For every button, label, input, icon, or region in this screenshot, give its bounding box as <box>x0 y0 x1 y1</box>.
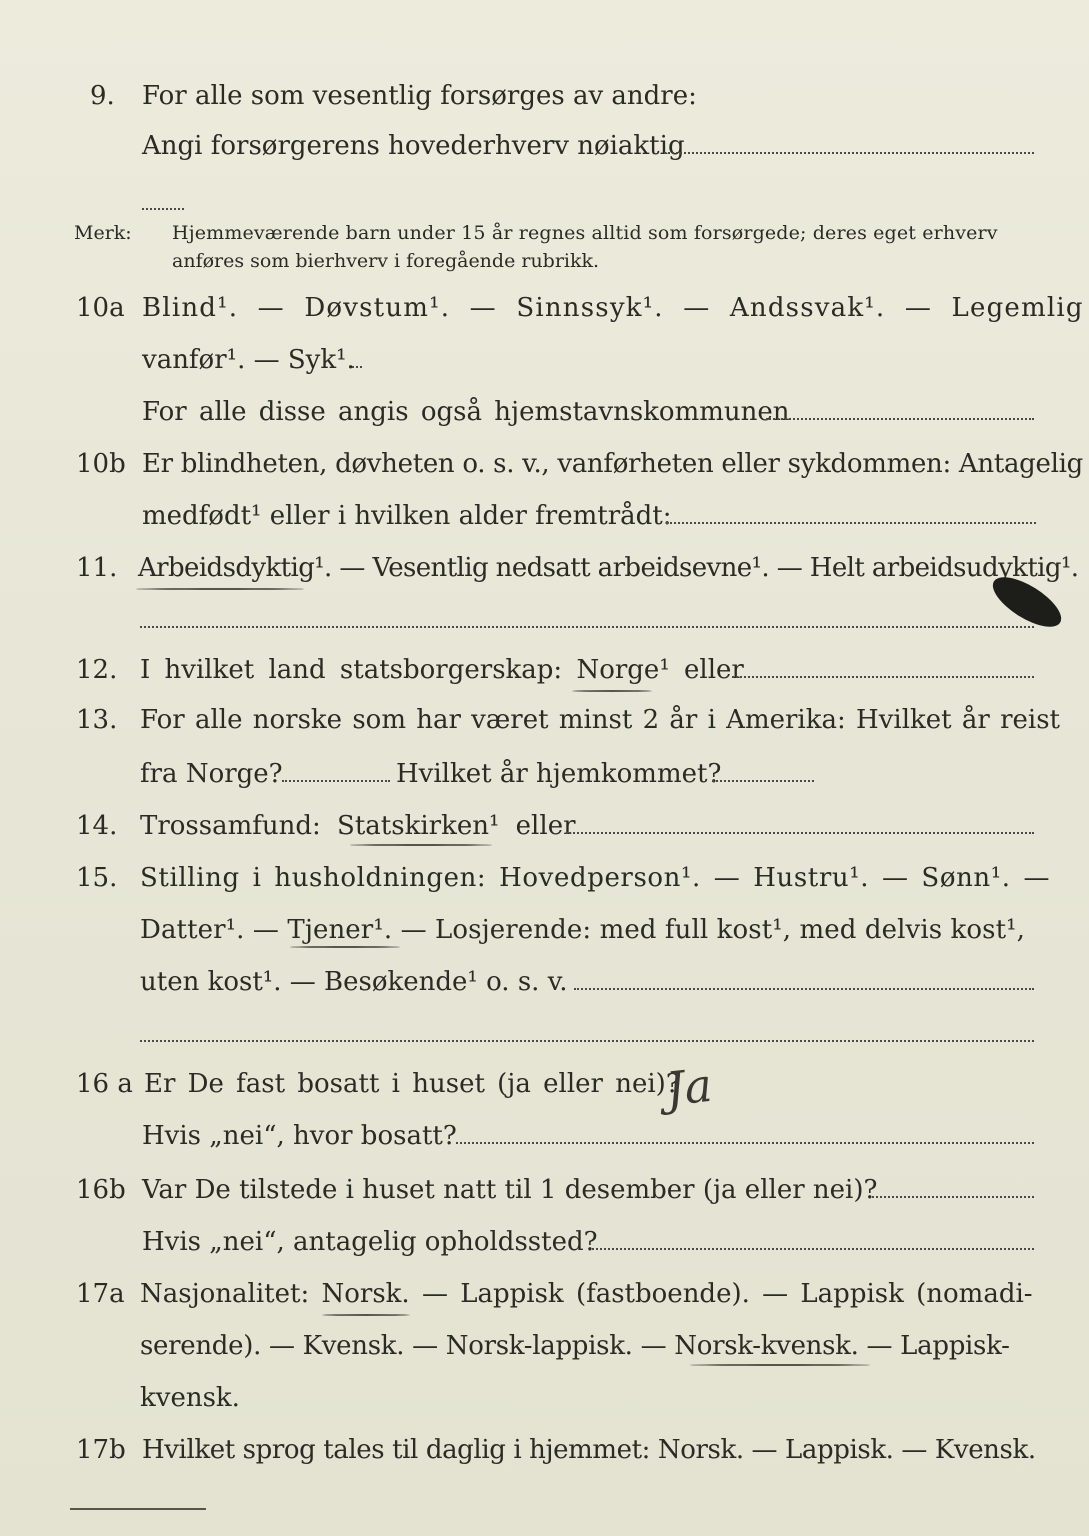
item-9 <box>0 76 1089 122</box>
item-text: For alle norske som har været minst 2 år i Amerika: Hvilket år reist <box>140 705 1060 735</box>
item-text: kvensk. <box>140 1383 240 1413</box>
item-number: 10a <box>76 293 125 323</box>
item-17a <box>0 1274 1089 1320</box>
item-16b-line2 <box>0 1222 1089 1268</box>
item-text: Datter¹. — Tjener¹. — Losjerende: med full kost¹, med delvis kost¹, <box>140 915 1026 945</box>
answer-field-dotted-line[interactable] <box>766 418 1034 420</box>
item-text: Er blindheten, døvheten o. s. v., vanførheten eller sykdommen: Antagelig <box>142 449 1083 479</box>
answer-field-dotted-line[interactable] <box>566 832 1034 834</box>
item-text: Angi forsørgerens hovederhverv nøiaktig <box>142 131 685 161</box>
item-15-line3 <box>0 962 1089 1008</box>
item-number: 15. <box>76 863 118 893</box>
item-10a-line3 <box>0 392 1089 438</box>
hand-underline-mark <box>350 844 492 846</box>
answer-field-dotted-line[interactable] <box>456 1142 1034 1144</box>
item-14 <box>0 806 1089 852</box>
answer-field-dotted-line[interactable] <box>666 522 1036 524</box>
item-text: Var De tilstede i huset natt til 1 desember (ja eller nei)? <box>142 1175 878 1205</box>
item-16a-line2 <box>0 1116 1089 1162</box>
item-text: Hvis „nei“, antagelig opholdssted? <box>142 1227 598 1257</box>
item-15-line2 <box>0 910 1089 956</box>
item-text: Arbeidsdyktig¹. — Vesentlig nedsatt arbeidsevne¹. — Helt arbeidsudyktig¹. <box>138 553 1079 583</box>
note-label: Merk: <box>74 222 132 244</box>
note-line2 <box>0 246 1089 292</box>
item-16b <box>0 1170 1089 1216</box>
item-text: uten kost¹. — Besøkende¹ o. s. v. <box>140 967 568 997</box>
item-text: Stilling i husholdningen: Hovedperson¹. — Hustru¹. — Sønn¹. — <box>140 863 1051 893</box>
item-number: 17b <box>76 1435 126 1465</box>
item-text: For alle som vesentlig forsørges av andre: <box>142 81 697 111</box>
item-10a-line2 <box>0 340 1089 386</box>
footnote-rule <box>70 1508 206 1510</box>
item-text: Trossamfund: Statskirken¹ eller <box>140 811 576 841</box>
hand-underline-mark <box>322 1314 410 1316</box>
item-number: 10b <box>76 449 126 479</box>
answer-field-dotted-line[interactable] <box>732 676 1034 678</box>
answer-field-dotted-line[interactable] <box>592 1248 1034 1250</box>
note-text: anføres som bierhverv i foregående rubrikk. <box>172 250 600 272</box>
item-text: fra Norge? <box>140 759 283 789</box>
item-12 <box>0 650 1089 696</box>
hand-underline-mark <box>690 1364 870 1366</box>
item-10b <box>0 444 1089 490</box>
answer-field-dotted-line[interactable] <box>574 988 1034 990</box>
item-11 <box>0 548 1089 594</box>
item-10a <box>0 288 1089 334</box>
item-10b-line2 <box>0 496 1089 542</box>
item-text: serende). — Kvensk. — Norsk-lappisk. — Norsk-kvensk. — Lappisk- <box>140 1331 1010 1361</box>
item-17a-line3 <box>0 1378 1089 1424</box>
item-text: I hvilket land statsborgerskap: Norge¹ eller <box>140 655 744 685</box>
item-text: Hvilket sprog tales til daglig i hjemmet: Norsk. — Lappisk. — Kvensk. <box>142 1435 1036 1465</box>
hand-underline-mark <box>290 946 400 948</box>
answer-field-dotted-line[interactable] <box>664 152 1034 154</box>
item-16a <box>0 1064 1089 1110</box>
hand-underline-mark <box>136 588 304 590</box>
hand-underline-mark <box>572 690 652 692</box>
handwritten-answer: Ja <box>663 1057 715 1117</box>
item-17b <box>0 1430 1089 1476</box>
answer-field-dotted-line[interactable] <box>282 780 390 782</box>
note-text: Hjemmeværende barn under 15 år regnes alltid som forsørgede; deres eget erhverv <box>172 222 998 244</box>
item-17a-line2 <box>0 1326 1089 1372</box>
item-number: 12. <box>76 655 118 685</box>
item-number: 13. <box>76 705 118 735</box>
item-number: 16 a <box>76 1069 133 1099</box>
item-text: medfødt¹ eller i hvilken alder fremtrådt: <box>142 501 672 531</box>
item-text: Hvilket år hjemkommet? <box>396 759 722 789</box>
item-15 <box>0 858 1089 904</box>
item-text: Blind¹. — Døvstum¹. — Sinnssyk¹. — Andssvak¹. — Legemlig <box>142 293 1084 323</box>
item-text: For alle disse angis også hjemstavnskommunen <box>142 397 790 427</box>
answer-field-dotted-line[interactable] <box>352 366 362 368</box>
answer-field-dotted-line[interactable] <box>140 626 1034 628</box>
item-text: vanfør¹. — Syk¹. <box>142 345 355 375</box>
item-text: Hvis „nei“, hvor bosatt? <box>142 1121 457 1151</box>
answer-field-dotted-line[interactable] <box>712 780 814 782</box>
answer-field-dotted-line[interactable] <box>142 208 184 210</box>
item-number: 11. <box>76 553 118 583</box>
answer-field-dotted-line[interactable] <box>140 1040 1034 1042</box>
item-number: 9. <box>90 81 115 111</box>
item-13-line2 <box>0 754 1089 800</box>
item-number: 16b <box>76 1175 126 1205</box>
item-9-line2 <box>0 126 1089 172</box>
item-13 <box>0 700 1089 746</box>
item-number: 14. <box>76 811 118 841</box>
item-text: Er De fast bosatt i huset (ja eller nei)? <box>144 1069 680 1099</box>
answer-field-dotted-line[interactable] <box>872 1196 1034 1198</box>
item-number: 17a <box>76 1279 125 1309</box>
item-text: Nasjonalitet: Norsk. — Lappisk (fastboende). — Lappisk (nomadi- <box>140 1279 1033 1309</box>
